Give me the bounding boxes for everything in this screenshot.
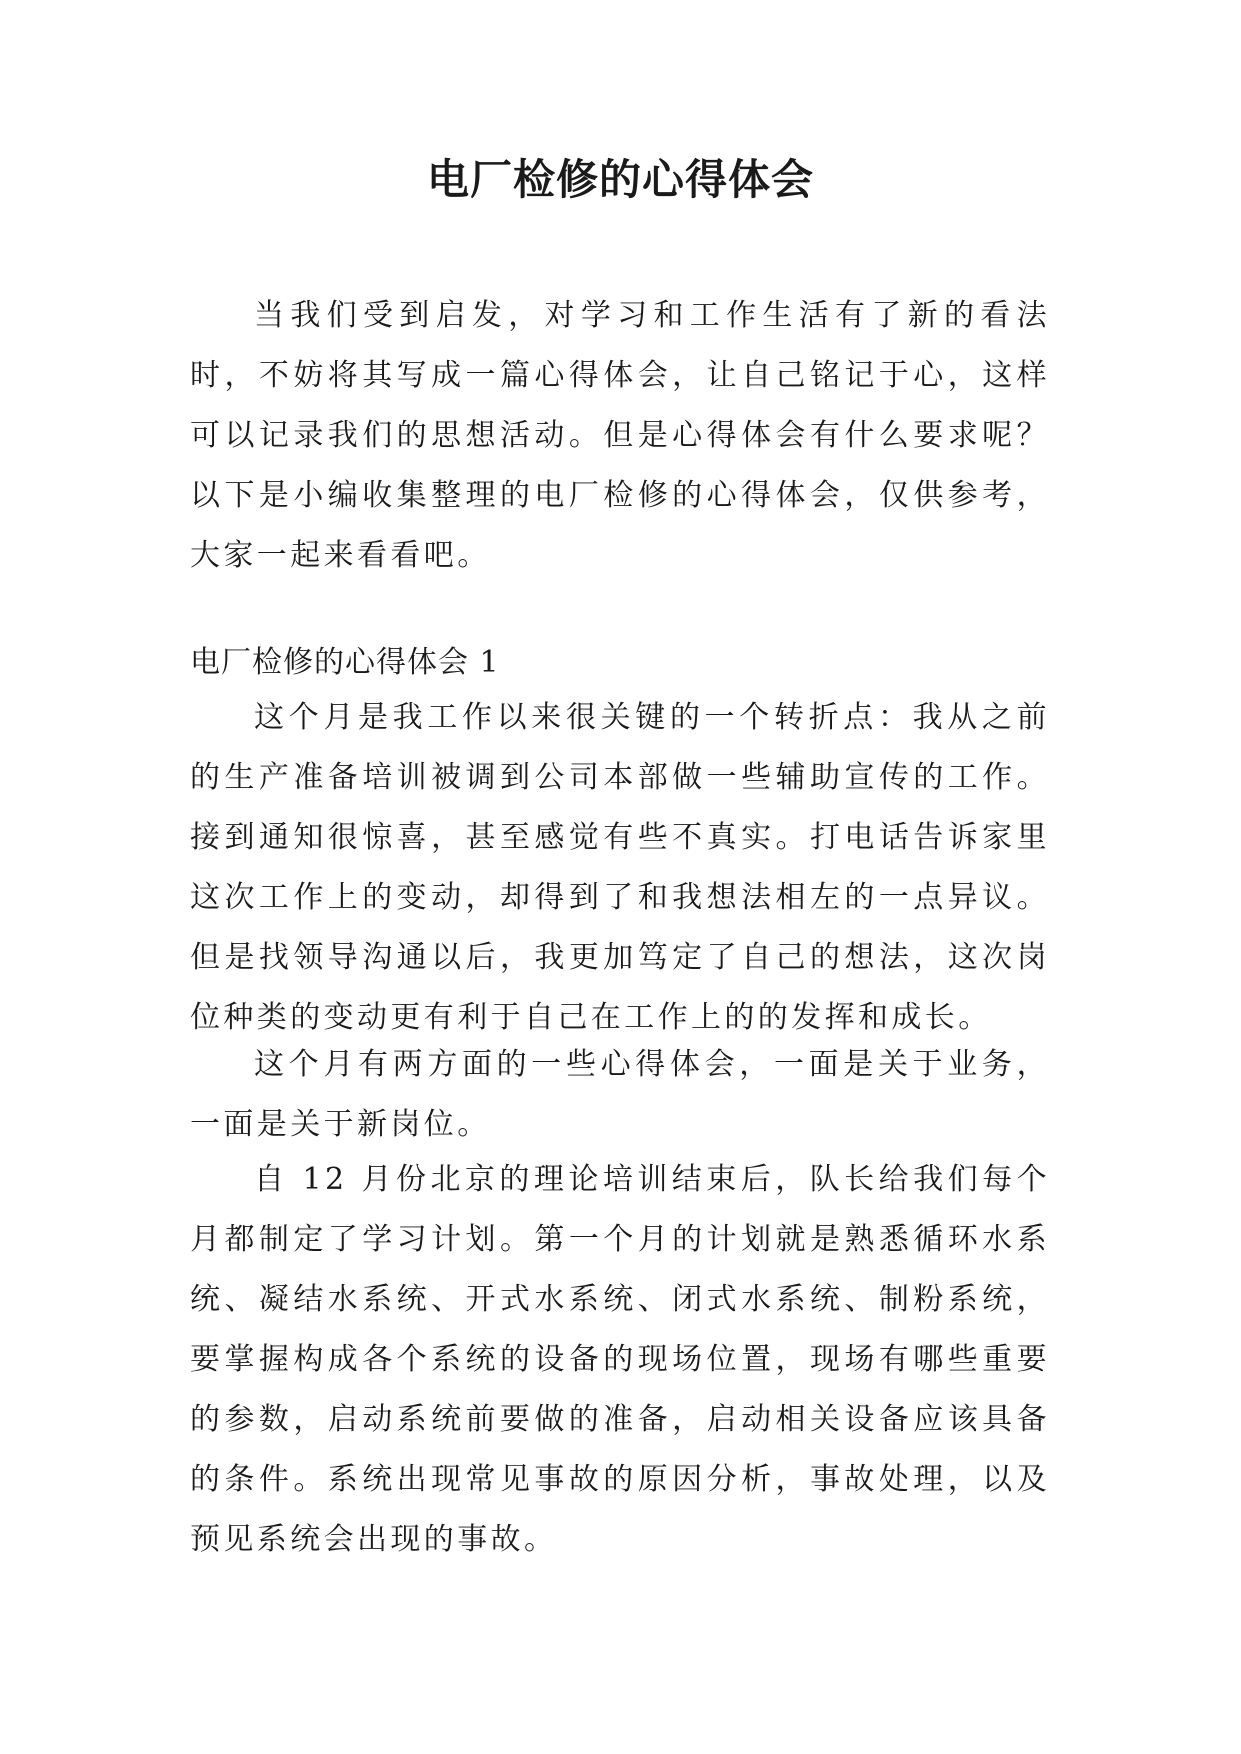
body-paragraph: 这个月是我工作以来很关键的一个转折点：我从之前的生产准备培训被调到公司本部做一些辅助宣传的工作。接到通知很惊喜，甚至感觉有些不真实。打电话告诉家里这次工作上的变动，却得到了和我想法相左的一点异议。但是找领导沟通以后，我更加笃定了自己的想法，这次岗位种类的变动更有利于自己在工作上的的发挥和成长。 xyxy=(190,700,1050,1035)
body-paragraph: 这个月有两方面的一些心得体会，一面是关于业务，一面是关于新岗位。 xyxy=(190,1047,1050,1142)
intro-paragraph: 当我们受到启发，对学习和工作生活有了新的看法时，不妨将其写成一篇心得体会，让自己铭记于心，这样可以记录我们的思想活动。但是心得体会有什么要求呢？以下是小编收集整理的电厂检修的心得体会，仅供参考，大家一起来看看吧。 xyxy=(190,298,1050,573)
document-title: 电厂检修的心得体会 xyxy=(426,155,814,204)
section-heading: 电厂检修的心得体会 1 xyxy=(190,645,500,680)
body-paragraph: 自 12 月份北京的理论培训结束后，队长给我们每个月都制定了学习计划。第一个月的计划就是熟悉循环水系统、凝结水系统、开式水系统、闭式水系统、制粉系统，要掌握构成各个系统的设备的现场位置，现场有哪些重要的参数，启动系统前要做的准备，启动相关设备应该具备的条件。系统出现常见事故的原因分析，事故处理，以及预见系统会出现的事故。 xyxy=(190,1162,1050,1557)
